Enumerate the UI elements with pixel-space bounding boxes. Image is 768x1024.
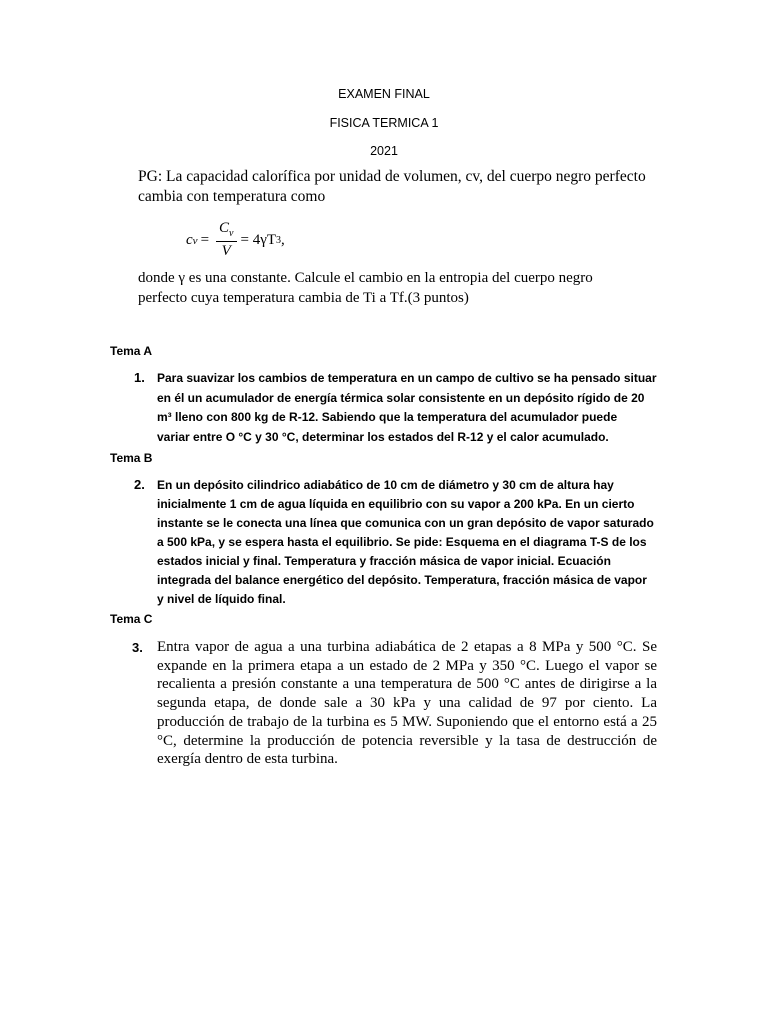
pg-equation: c v = $\frac{C_v}{V}$ = 4γT 3 , xyxy=(186,220,285,259)
tema-c-number: 3. xyxy=(132,640,143,655)
exam-year: 2021 xyxy=(370,144,398,158)
eq-num-sub: v xyxy=(229,228,234,239)
tema-b-line: En un depósito cilindrico adiabático de 10 cm de diámetro y 30 cm de altura hay xyxy=(157,478,614,492)
tema-b-line: integrada del balance energético del depósito. Temperatura, fracción másica de vapor xyxy=(157,573,647,587)
exam-title: EXAMEN FINAL xyxy=(338,87,430,101)
tema-c-label: Tema C xyxy=(110,612,153,626)
tema-b-line: a 500 kPa, y se espera hasta el equilibrio. Se pide: Esquema en el diagrama T-S de los xyxy=(157,535,647,549)
tema-a-line: en él un acumulador de energía térmica solar consistente en un depósito rígido de 20 xyxy=(157,390,645,405)
tema-b-line: instante se le conecta una línea que comunica con un gran depósito de vapor saturado xyxy=(157,516,654,530)
tema-a-line: Para suavizar los cambios de temperatura en un campo de cultivo se ha pensado situar xyxy=(157,371,657,385)
pg-line-3: donde γ es una constante. Calcule el cambio en la entropia del cuerpo negro xyxy=(138,270,593,286)
pg-line-4: perfecto cuya temperatura cambia de Ti a Tf.(3 puntos) xyxy=(138,290,469,306)
eq-tail: , xyxy=(281,231,285,248)
tema-b-line: y nivel de líquido final. xyxy=(157,592,286,606)
tema-a-number: 1. xyxy=(134,370,145,385)
eq-rhs-sup: 3 xyxy=(276,234,282,246)
pg-line-2: cambia con temperatura como xyxy=(138,188,326,205)
eq-rhs: = 4γT xyxy=(240,231,277,248)
tema-a-line: variar entre O °C y 30 °C, determinar los estados del R-12 y el calor acumulado. xyxy=(157,429,609,444)
tema-a-label: Tema A xyxy=(110,344,153,358)
tema-a-line: m³ lleno con 800 kg de R-12. Sabiendo que la temperatura del acumulador puede xyxy=(157,410,618,424)
tema-b-number: 2. xyxy=(134,477,145,492)
eq-lhs: c xyxy=(186,231,193,248)
tema-b-text xyxy=(157,476,682,609)
eq-num: C xyxy=(219,220,230,236)
tema-b-line: estados inicial y final. Temperatura y fracción másica de vapor inicial. Ecuación xyxy=(157,554,611,568)
exam-subject: FISICA TERMICA 1 xyxy=(329,116,439,130)
eq-lhs-sub: v xyxy=(192,234,198,247)
tema-b-label: Tema B xyxy=(110,451,153,465)
tema-a-text xyxy=(157,369,677,447)
eq-den: V xyxy=(221,243,231,259)
pg-line-1: PG: La capacidad calorífica por unidad de volumen, cv, del cuerpo negro perfecto xyxy=(138,168,646,185)
eq-fraction xyxy=(216,220,236,260)
tema-b-line: inicialmente 1 cm de agua líquida en equilibrio con su vapor a 200 kPa. En un cierto xyxy=(157,497,635,511)
tema-c-text: Entra vapor de agua a una turbina adiabática de 2 etapas a 8 MPa y 500 °C. Se expande en la primera etapa a un estado de 2 MPa y 350 °C. Luego el vapor se recalienta a presión constante a una temperatura de 500 °C antes de dirigirse a la segunda etapa, de donde sale a 30 kPa y una calidad de 97 por ciento. La producción de trabajo de la turbina es 5 MW. Suponiendo que el entorno está a 25 °C, determine la producción de potencia reversible y la tasa de destrucción de exergía dentro de esta turbina. xyxy=(157,639,657,768)
